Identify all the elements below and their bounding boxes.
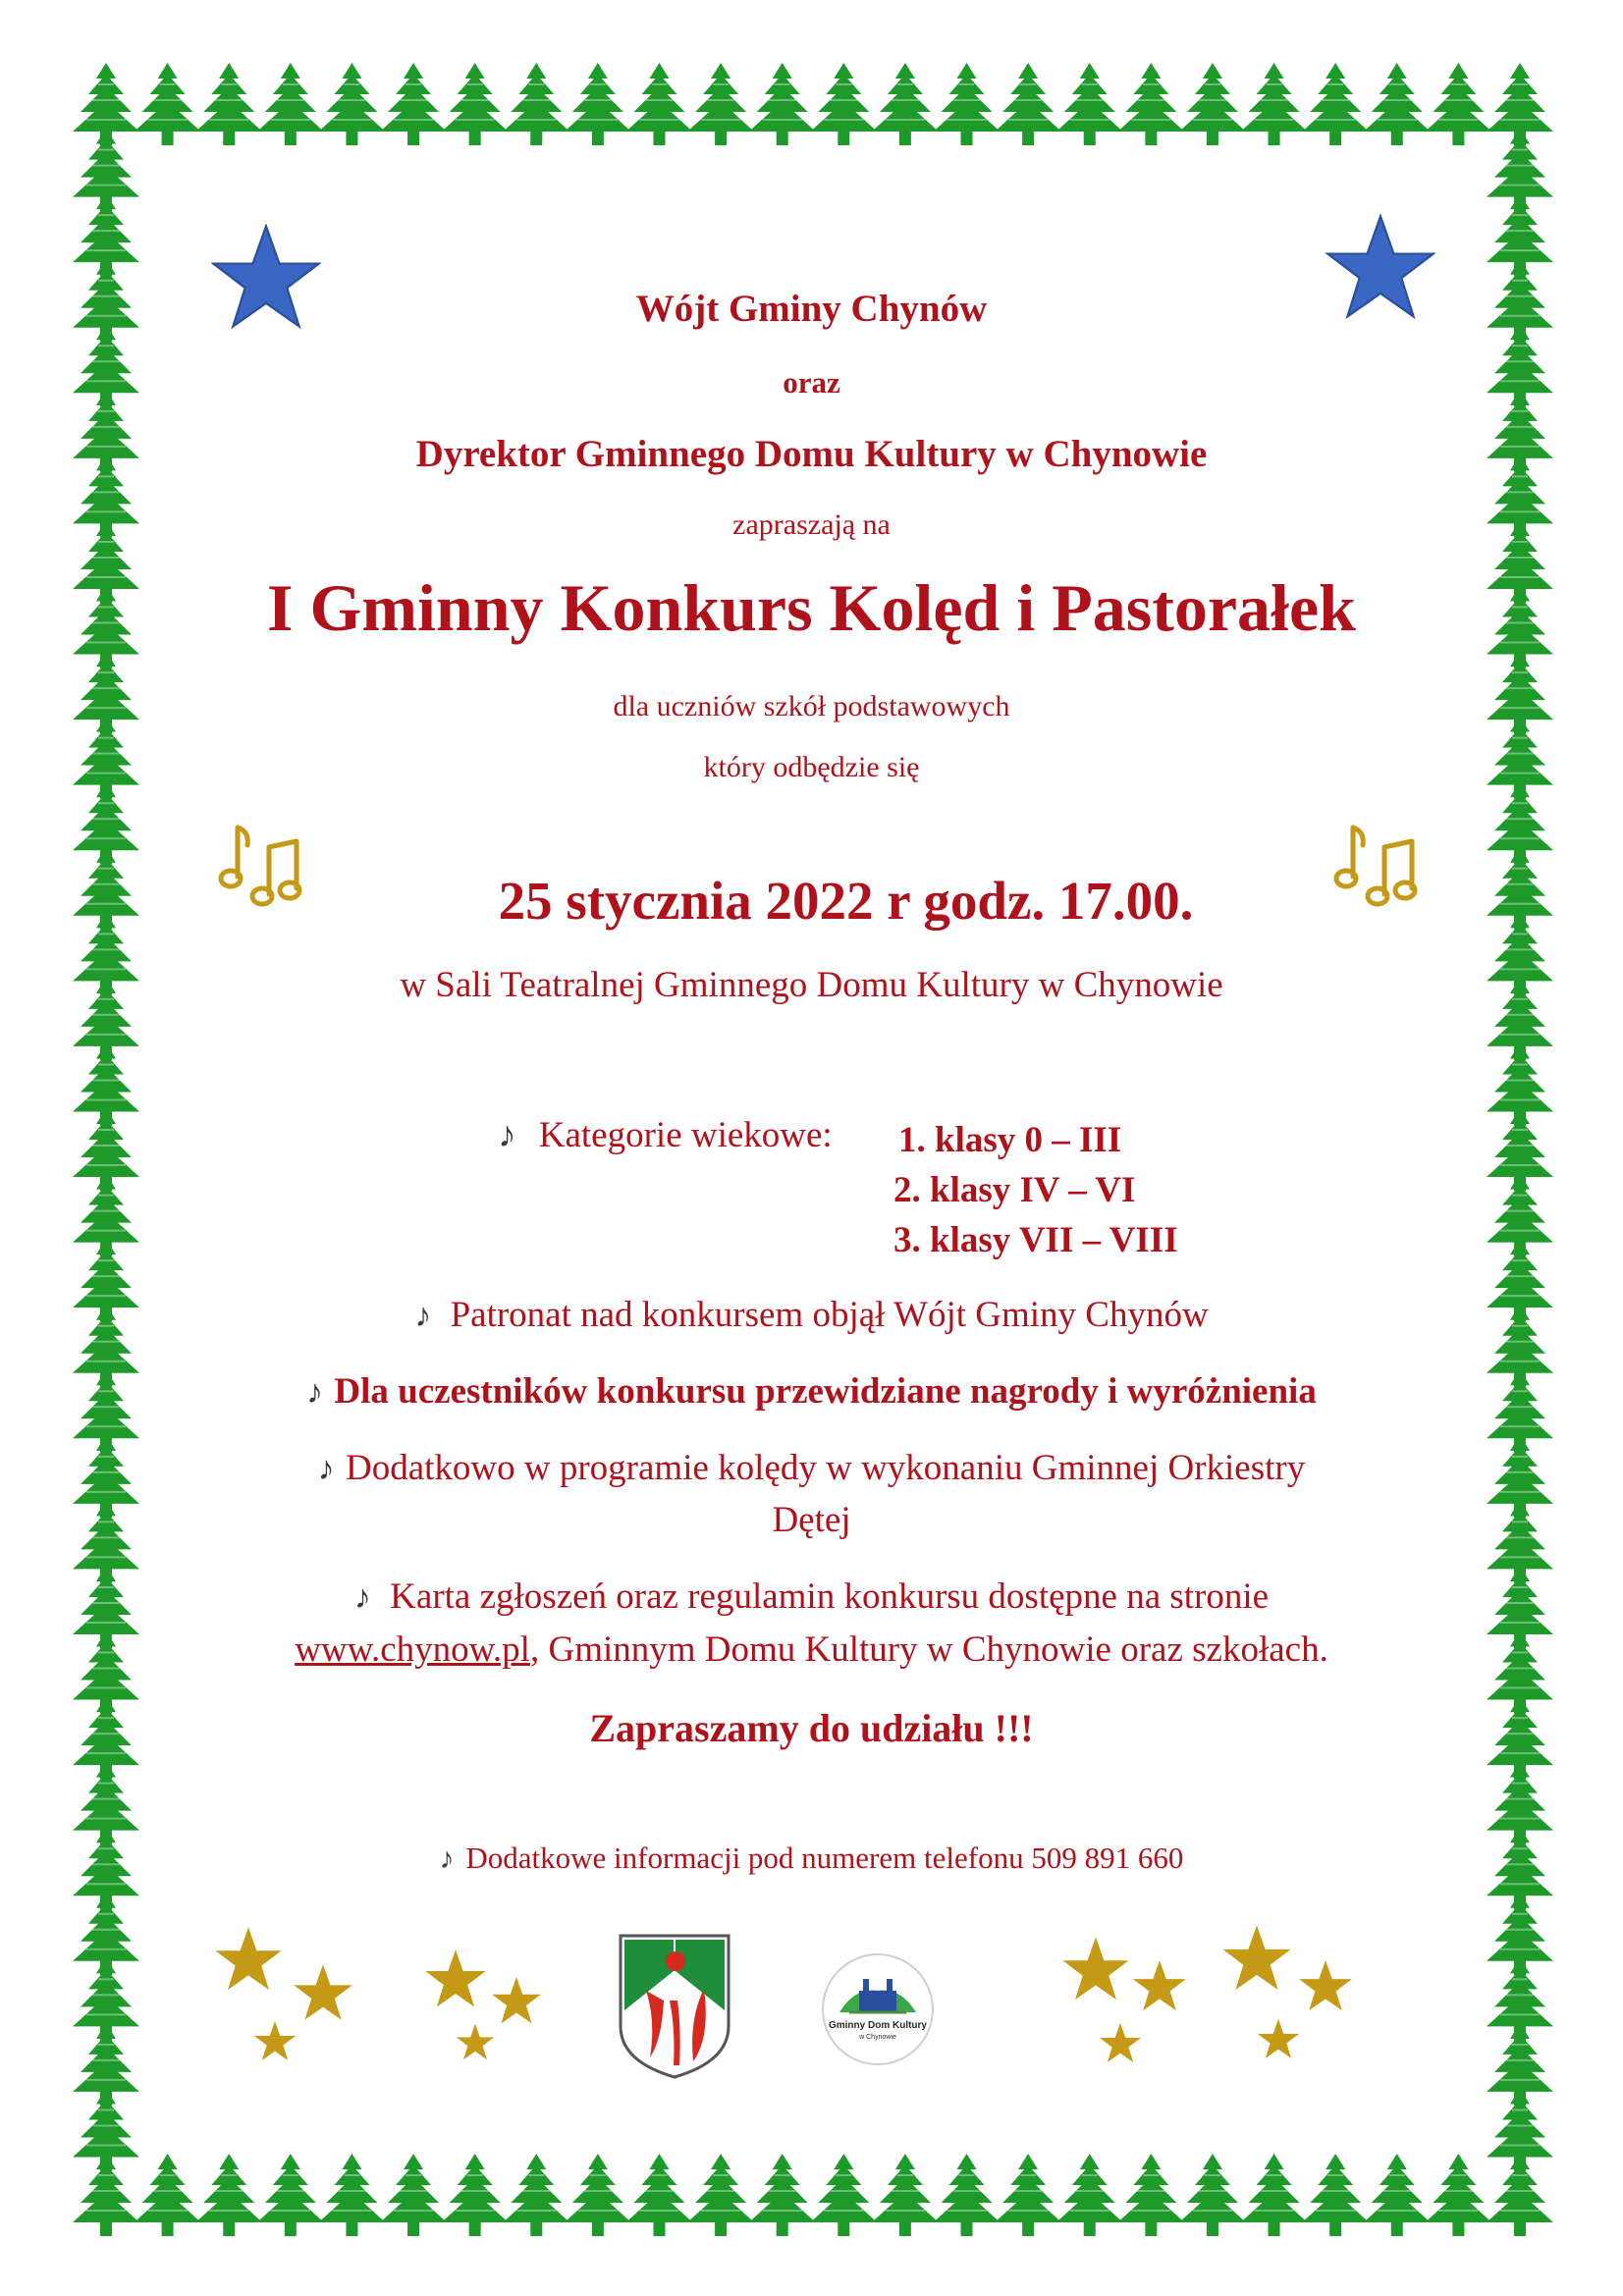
- eighth-note-icon: ♪: [439, 1842, 455, 1875]
- christmas-tree-icon: [810, 2154, 877, 2236]
- christmas-tree-icon: [1241, 63, 1308, 145]
- website-link[interactable]: www.chynow.pl: [295, 1629, 530, 1670]
- category-item: 3. klasy VII – VIII: [893, 1220, 1178, 1260]
- logo-text-line: Gminny Dom Kultury: [828, 2020, 927, 2031]
- christmas-tree-icon: [1241, 2154, 1308, 2236]
- christmas-tree-icon: [318, 2154, 385, 2236]
- conjunction-line: oraz: [783, 365, 840, 400]
- audience-line: dla uczniów szkół podstawowych: [613, 690, 1010, 722]
- christmas-tree-icon: [872, 2154, 939, 2236]
- christmas-tree-icon: [1117, 63, 1184, 145]
- extra-program-line-2: Dętej: [772, 1500, 851, 1540]
- christmas-tree-icon: [687, 63, 754, 145]
- categories-label: Kategorie wiekowe:: [538, 1115, 833, 1155]
- extra-program-line: ♪ Dodatkowo w programie kolędy w wykonaniu Gminnej Orkiestry: [317, 1448, 1306, 1488]
- christmas-tree-icon: [872, 63, 939, 145]
- christmas-tree-icon: [318, 63, 385, 145]
- christmas-tree-icon: [1364, 2154, 1431, 2236]
- christmas-tree-icon: [195, 63, 262, 145]
- categories-row: [498, 1114, 833, 1156]
- christmas-tree-icon: [749, 63, 816, 145]
- logo-subtext-line: w Chynowie: [859, 2034, 896, 2041]
- eighth-note-icon: ♪: [353, 1579, 371, 1616]
- eighth-note-icon: ♪: [498, 1115, 516, 1155]
- gold-star-icon: [1217, 1924, 1365, 2066]
- christmas-tree-icon: [1425, 2154, 1491, 2236]
- eighth-note-icon: ♪: [317, 1451, 335, 1487]
- christmas-tree-icon: [995, 63, 1061, 145]
- christmas-tree-icon: [995, 2154, 1061, 2236]
- christmas-tree-icon: [442, 63, 509, 145]
- contact-line: ♪ Dodatkowe informacji pod numerem telefonu 509 891 660: [439, 1841, 1184, 1875]
- eighth-note-icon: ♪: [306, 1374, 324, 1411]
- christmas-tree-icon: [565, 2154, 631, 2236]
- christmas-tree-icon: [135, 63, 201, 145]
- patronage-line: ♪ Patronat nad konkursem objął Wójt Gminy Chynów: [414, 1295, 1209, 1335]
- intro-line: który odbędzie się: [703, 751, 920, 783]
- invite-line: Zapraszamy do udziału !!!: [589, 1706, 1034, 1750]
- category-item: 2. klasy IV – VI: [893, 1170, 1136, 1210]
- christmas-tree-icon: [625, 63, 692, 145]
- gold-star-icon: [206, 1922, 363, 2069]
- christmas-tree-icon: [749, 2154, 816, 2236]
- category-item: 1. klasy 0 – III: [898, 1120, 1122, 1160]
- gold-star-icon: [1055, 1932, 1193, 2069]
- gdk-logo: [822, 1953, 934, 2065]
- christmas-tree-icon: [1179, 63, 1246, 145]
- christmas-tree-icon: [442, 2154, 509, 2236]
- christmas-tree-icon: [1179, 2154, 1246, 2236]
- christmas-tree-icon: [1425, 63, 1491, 145]
- christmas-tree-icon: [565, 63, 631, 145]
- christmas-tree-icon: [1487, 2088, 1553, 2170]
- christmas-tree-icon: [257, 2154, 324, 2236]
- christmas-tree-icon: [380, 2154, 447, 2236]
- page-title: I Gminny Konkurs Kolęd i Pastorałek: [267, 570, 1356, 645]
- christmas-tree-icon: [625, 2154, 692, 2236]
- registration-line-2: www.chynow.pl, Gminnym Domu Kultury w Chynowie oraz szkołach.: [295, 1629, 1328, 1670]
- christmas-tree-icon: [257, 63, 324, 145]
- eighth-note-icon: ♪: [414, 1298, 432, 1334]
- prizes-line: ♪ Dla uczestników konkursu przewidziane nagrody i wyróżnienia: [306, 1371, 1317, 1412]
- christmas-tree-icon: [1056, 63, 1123, 145]
- event-venue: w Sali Teatralnej Gminnego Domu Kultury w Chynowie: [400, 965, 1223, 1005]
- gold-star-icon: [420, 1947, 548, 2064]
- christmas-tree-icon: [810, 63, 877, 145]
- christmas-tree-icon: [503, 63, 569, 145]
- christmas-tree-icon: [934, 2154, 1001, 2236]
- christmas-tree-icon: [1056, 2154, 1123, 2236]
- director-line: Dyrektor Gminnego Domu Kultury w Chynowie: [415, 433, 1208, 475]
- event-date: 25 stycznia 2022 r godz. 17.00.: [498, 871, 1194, 931]
- christmas-tree-icon: [73, 2088, 139, 2170]
- christmas-tree-icon: [503, 2154, 569, 2236]
- christmas-tree-icon: [135, 2154, 201, 2236]
- christmas-tree-icon: [195, 2154, 262, 2236]
- christmas-tree-icon: [934, 63, 1001, 145]
- christmas-tree-icon: [687, 2154, 754, 2236]
- christmas-tree-icon: [1302, 2154, 1369, 2236]
- christmas-tree-icon: [1364, 63, 1431, 145]
- invite-intro: zapraszają na: [732, 508, 891, 541]
- christmas-tree-icon: [380, 63, 447, 145]
- registration-line: ♪ Karta zgłoszeń oraz regulamin konkursu dostępne na stronie: [353, 1576, 1270, 1617]
- building-icon: [836, 1969, 920, 2018]
- christmas-tree-icon: [1302, 63, 1369, 145]
- coat-of-arms-icon: [617, 1932, 732, 2081]
- christmas-tree-icon: [1117, 2154, 1184, 2236]
- organizer-line: Wójt Gminy Chynów: [635, 288, 988, 330]
